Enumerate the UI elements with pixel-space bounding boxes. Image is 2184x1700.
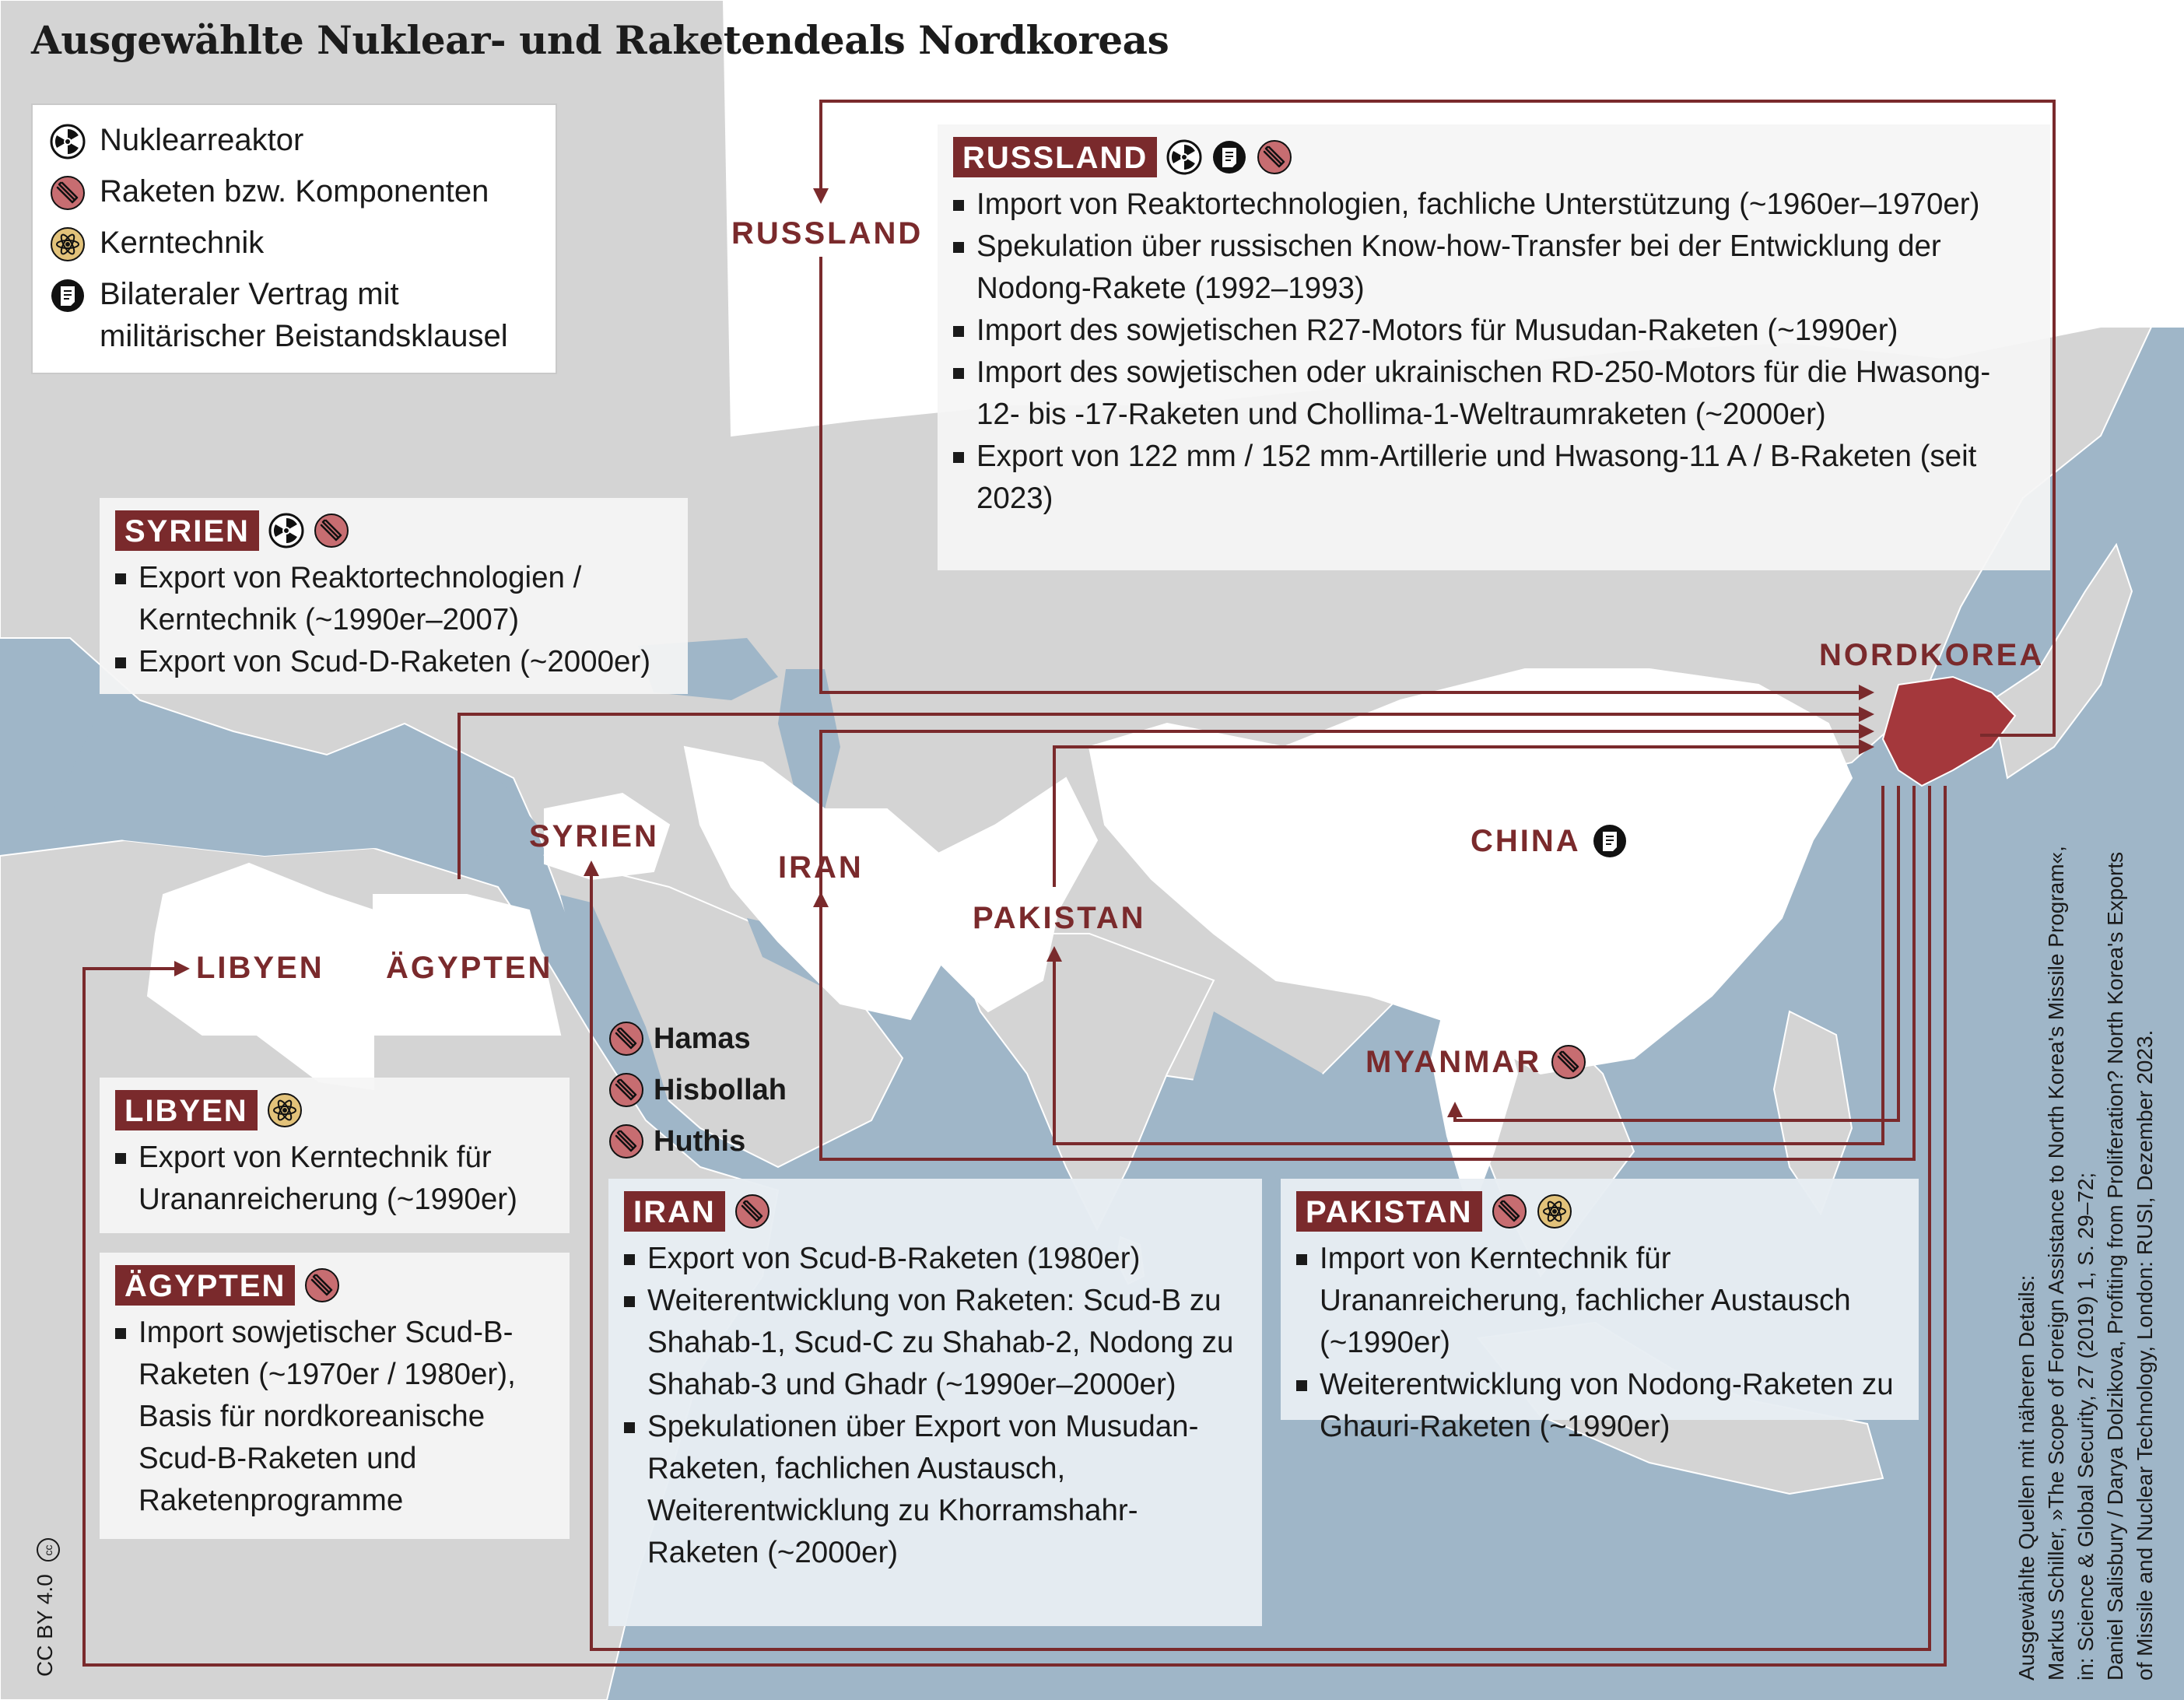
- missile-icon: [608, 1021, 644, 1057]
- list-item: Export von 122 mm / 152 mm-Artillerie und Hwasong-11 A / B-Raketen (seit 2023): [953, 436, 2032, 520]
- panel-items: [115, 1137, 551, 1221]
- legend-item-missile: [50, 170, 538, 212]
- legend-label: Nuklearreaktor: [100, 123, 304, 157]
- label-china: [1471, 823, 1628, 859]
- panel-header: [115, 1265, 551, 1306]
- panel-badge: SYRIEN: [115, 510, 259, 551]
- list-item: Export von Reaktortechnologien / Kerntechnik (~1990er–2007): [115, 557, 652, 641]
- list-item: Import sowjetischer Scud-B-Raketen (~1970er / 1980er), Basis für nordkoreanische Scud-B-Raketen und Raketenprogramme: [115, 1312, 551, 1522]
- treaty-icon: [1592, 823, 1628, 859]
- missile-icon: [608, 1123, 644, 1159]
- list-item: Spekulation über russischen Know-how-Transfer bei der Entwicklung der Nodong-Rakete (1992–1993): [953, 226, 2032, 310]
- legend-label: Raketen bzw. Komponenten: [100, 174, 489, 209]
- radiation-icon: [1166, 139, 1202, 175]
- panel-header: [115, 510, 669, 551]
- panel-libyen: [100, 1078, 570, 1233]
- license-label: [33, 1538, 60, 1677]
- list-item: Export von Kerntechnik für Urananreicherung (~1990er): [115, 1137, 551, 1221]
- label-libyen: LIBYEN: [196, 951, 324, 985]
- missile-icon: [314, 513, 349, 549]
- panel-items: [115, 1312, 551, 1522]
- list-item: Import von Reaktortechnologien, fachliche Unterstützung (~1960er–1970er): [953, 184, 2032, 226]
- panel-items: [624, 1238, 1243, 1574]
- north-korea-shape: [1883, 677, 2015, 786]
- treaty-icon: [1211, 139, 1247, 175]
- sources: [2012, 786, 2160, 1681]
- group-label: Hamas: [654, 1022, 751, 1055]
- label-china-text: CHINA: [1471, 823, 1581, 858]
- panel-badge: RUSSLAND: [953, 137, 1157, 177]
- list-item: Weiterentwicklung von Raketen: Scud-B zu Shahab-1, Scud-C zu Shahab-2, Nodong zu Shahab-3 und Ghadr (~1990er–2000er): [624, 1280, 1243, 1406]
- list-item: Weiterentwicklung von Nodong-Raketen zu Ghauri-Raketen (~1990er): [1296, 1364, 1900, 1448]
- panel-badge: LIBYEN: [115, 1090, 258, 1130]
- sources-heading: Ausgewählte Quellen mit näheren Details:: [2014, 1274, 2039, 1681]
- missile-icon: [734, 1194, 770, 1229]
- label-syrien: SYRIEN: [529, 819, 659, 854]
- sources-line: in: Science & Global Security, 27 (2019) 1, S. 29–72;: [2074, 1172, 2098, 1681]
- missile-icon: [304, 1267, 340, 1303]
- list-item: Spekulationen über Export von Musudan-Raketen, fachlichen Austausch, Weiterentwicklung zu Khorramshahr-Raketen (~2000er): [624, 1406, 1243, 1574]
- panel-badge: PAKISTAN: [1296, 1191, 1482, 1232]
- missile-icon: [608, 1072, 644, 1108]
- label-nordkorea: NORDKOREA: [1819, 638, 2045, 672]
- panel-header: [115, 1090, 551, 1130]
- label-aegypten: ÄGYPTEN: [386, 951, 553, 985]
- group-label: Huthis: [654, 1124, 746, 1158]
- radiation-icon: [50, 124, 86, 159]
- license-text: CC BY 4.0: [33, 1574, 57, 1677]
- radiation-icon: [268, 513, 304, 549]
- panel-items: [953, 184, 2032, 520]
- legend-label: Kerntechnik: [100, 226, 265, 260]
- panel-russland: [938, 124, 2050, 570]
- cc-icon: cc: [37, 1538, 60, 1562]
- list-item: Import des sowjetischen oder ukrainischen RD-250-Motors für die Hwasong-12- bis -17-Raketen und Chollima-1-Weltraumraketen (~2000er): [953, 352, 2032, 436]
- group-hamas: [608, 1021, 751, 1057]
- legend-item-reactor: [50, 119, 538, 161]
- missile-icon: [1492, 1194, 1527, 1229]
- panel-items: [115, 557, 669, 683]
- panel-aegypten: [100, 1253, 570, 1539]
- treaty-icon: [50, 278, 86, 314]
- atom-icon: [50, 226, 86, 262]
- sources-line: Daniel Salisbury / Darya Dolzikova, Profiting from Proliferation? North Korea's Exports: [2103, 851, 2127, 1681]
- list-item: Export von Scud-B-Raketen (1980er): [624, 1238, 1243, 1280]
- group-label: Hisbollah: [654, 1073, 787, 1106]
- panel-iran: [608, 1179, 1262, 1626]
- label-myanmar: [1365, 1044, 1586, 1080]
- list-item: Import von Kerntechnik für Urananreicherung, fachlicher Austausch (~1990er): [1296, 1238, 1900, 1364]
- label-russland: RUSSLAND: [731, 216, 924, 251]
- panel-header: [624, 1191, 1243, 1232]
- group-huthis: [608, 1123, 745, 1159]
- legend-item-nucleartech: [50, 222, 538, 264]
- label-myanmar-text: MYANMAR: [1365, 1044, 1542, 1079]
- missile-icon: [50, 175, 86, 211]
- legend-label: Bilateraler Vertrag mit militärischer Beistandsklausel: [100, 277, 508, 353]
- missile-icon: [1551, 1044, 1586, 1080]
- page-title: Ausgewählte Nuklear- und Raketendeals Nordkoreas: [31, 17, 1169, 63]
- label-pakistan: PAKISTAN: [973, 901, 1146, 935]
- missile-icon: [1257, 139, 1292, 175]
- sources-line: of Missile and Nuclear Technology, London: RUSI, Dezember 2023.: [2133, 1029, 2157, 1681]
- panel-badge: IRAN: [624, 1191, 725, 1232]
- panel-header: [1296, 1191, 1900, 1232]
- panel-header: [953, 137, 2032, 177]
- panel-badge: ÄGYPTEN: [115, 1265, 295, 1306]
- legend-item-treaty: [50, 273, 538, 357]
- list-item: Export von Scud-D-Raketen (~2000er): [115, 641, 669, 683]
- group-hisbollah: [608, 1072, 787, 1108]
- label-iran: IRAN: [778, 850, 864, 885]
- atom-icon: [1537, 1194, 1572, 1229]
- legend: [31, 103, 557, 374]
- sources-line: Markus Schiller, »The Scope of Foreign Assistance to North Korea's Missile Program«,: [2044, 846, 2068, 1681]
- atom-icon: [267, 1092, 303, 1128]
- list-item: Import des sowjetischen R27-Motors für Musudan-Raketen (~1990er): [953, 310, 2032, 352]
- panel-items: [1296, 1238, 1900, 1448]
- panel-pakistan: [1281, 1179, 1919, 1443]
- panel-syrien: [100, 498, 688, 694]
